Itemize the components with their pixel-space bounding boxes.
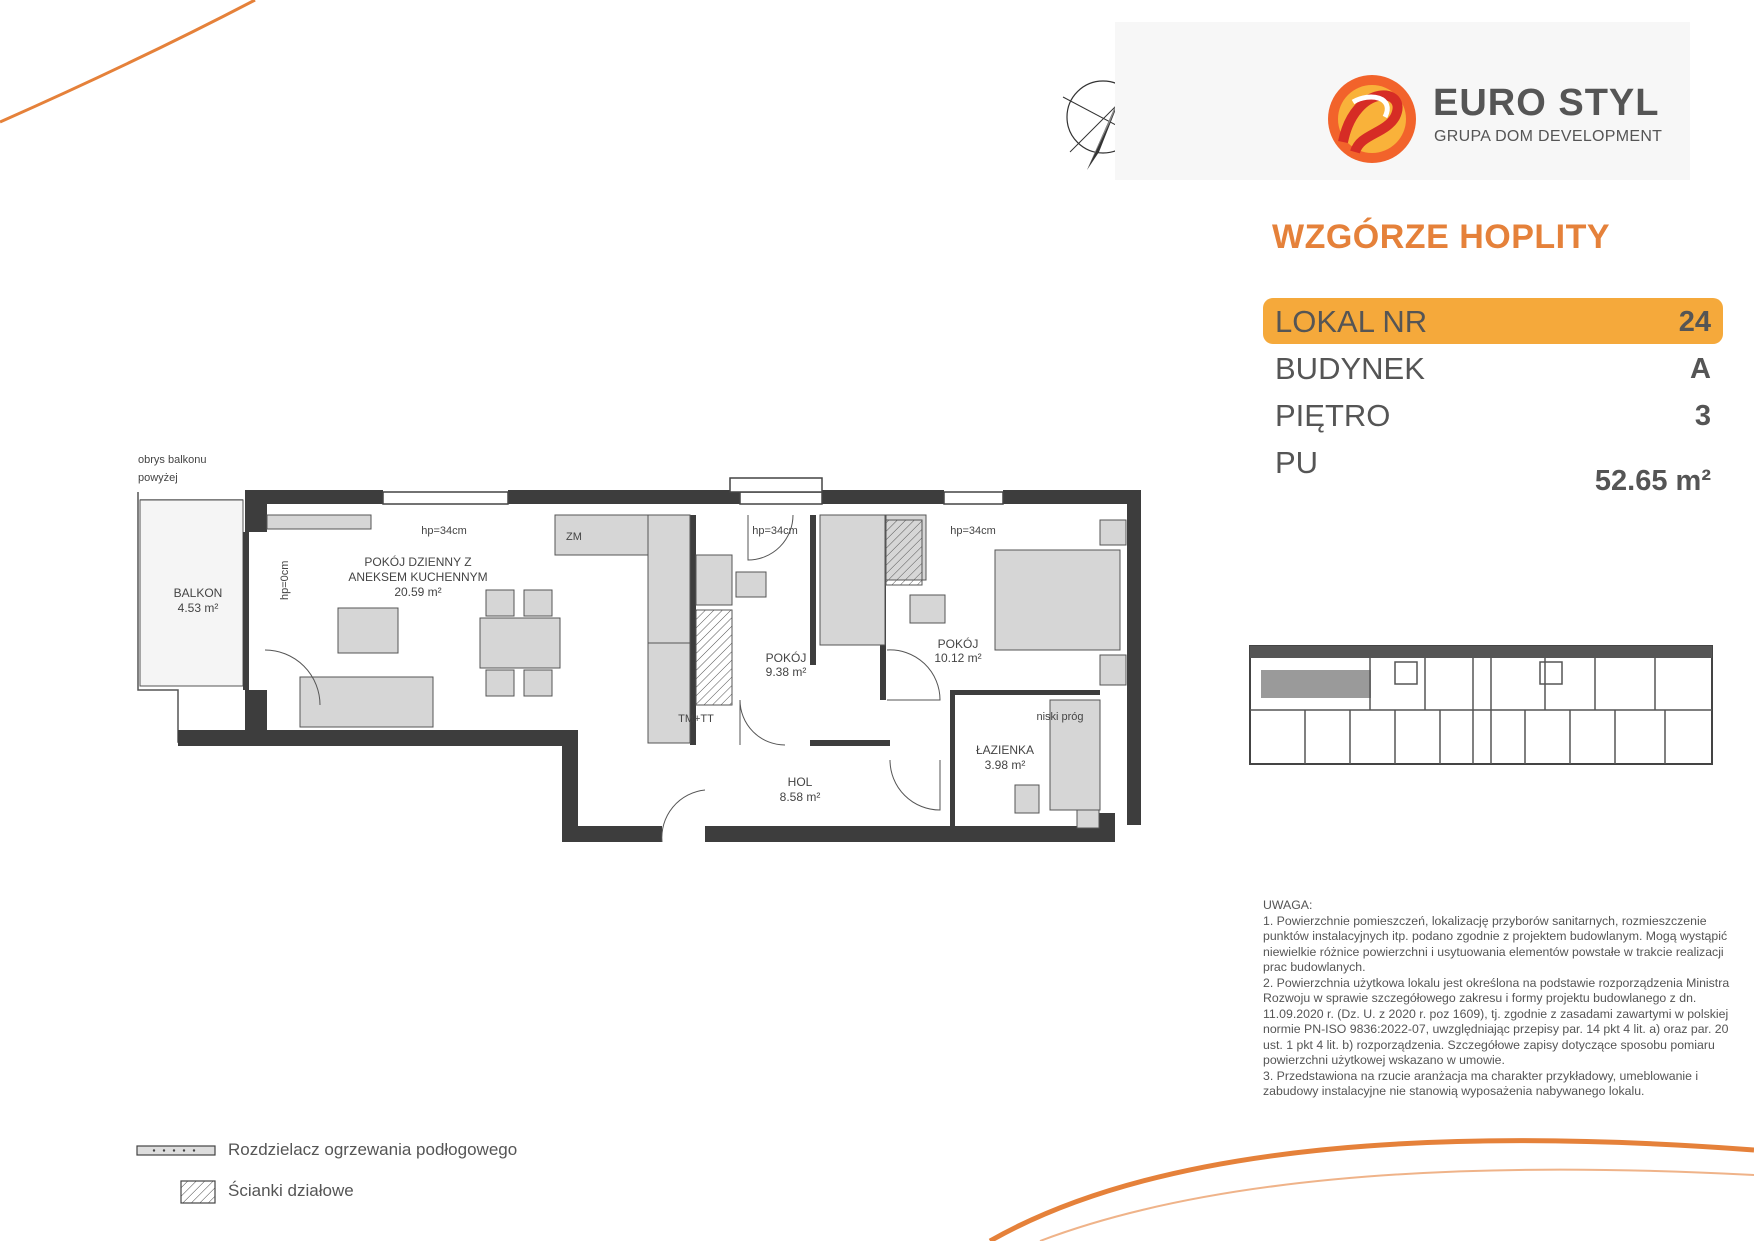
pu-label: PU: [1275, 445, 1319, 480]
tm-label: TM+TT: [678, 713, 714, 725]
budynek-value: A: [1690, 353, 1711, 385]
walls-legend-label: Ścianki działowe: [228, 1181, 354, 1200]
room2-area: 10.12 m²: [934, 651, 982, 665]
balkon-area: 4.53 m²: [177, 601, 219, 615]
low-threshold-label: niski próg: [1036, 711, 1084, 723]
lokal-value: 24: [1678, 306, 1711, 338]
heating-legend-label: Rozdzielacz ogrzewania podłogowego: [228, 1140, 518, 1159]
balcony-note-2: powyżej: [138, 472, 178, 484]
notes-line: punktów instalacyjnych itp. podano zgodnie z projektem budowlanym. Mogą wystąpić: [1263, 929, 1728, 943]
building-key-plan: [1245, 640, 1720, 775]
room1-name: POKÓJ: [765, 651, 807, 665]
pietro-label: PIĘTRO: [1275, 398, 1391, 433]
balkon-name: BALKON: [173, 586, 223, 600]
hall-area: 8.58 m²: [779, 790, 821, 804]
decorative-curve-bottom: [800, 1120, 1754, 1241]
notes-line: 1. Powierzchnie pomieszczeń, lokalizację przyborów sanitarnych, rozmieszczenie: [1263, 913, 1707, 928]
euro-styl-logo-icon: [1325, 72, 1420, 167]
project-title: WZGÓRZE HOPLITY: [1272, 218, 1611, 256]
info-row-lokal: [1263, 298, 1723, 344]
hp-label-3: hp=34cm: [950, 525, 996, 537]
notes-line: 11.09.2020 r. (Dz. U. z 2020 r. poz 1609), tj. zgodnie z zasadami zawartymi w polskiej: [1263, 1006, 1729, 1021]
notes-line: ust. 1 pkt 4 lit. b) rozporządzenia. Szczegółowe zapisy dotyczące sposobu pomiaru: [1263, 1037, 1715, 1052]
notes-line: powierzchni użytkowej wskazano w umowie.: [1263, 1053, 1505, 1067]
notes-line: normie PN-ISO 9836:2022-07, uwzględniając przepisy par. 14 pkt 4 lit. a) oraz par. 20: [1263, 1022, 1729, 1036]
hp-label-0: hp=0cm: [279, 560, 291, 600]
room2-name: POKÓJ: [937, 637, 979, 651]
room1-area: 9.38 m²: [765, 665, 807, 679]
notes-line: prac budowlanych.: [1263, 960, 1366, 974]
notes-line: 2. Powierzchnia użytkowa lokalu jest określona na podstawie rozporządzenia Ministra: [1263, 975, 1730, 990]
lokal-label: LOKAL NR: [1275, 304, 1428, 339]
highlighted-unit: [1261, 670, 1371, 698]
pu-value: 52.65 m²: [1594, 465, 1711, 497]
living-name-2: ANEKSEM KUCHENNYM: [348, 570, 488, 584]
living-name-1: POKÓJ DZIENNY Z: [364, 555, 472, 569]
info-row-pietro: [1263, 392, 1723, 438]
heating-distributor-legend-icon: [136, 1144, 216, 1158]
brand-name: EURO STYL: [1433, 82, 1660, 124]
hp-label-1: hp=34cm: [421, 525, 467, 537]
decorative-curve-top: [0, 0, 300, 140]
budynek-label: BUDYNEK: [1275, 351, 1425, 386]
hp-label-2: hp=34cm: [752, 525, 798, 537]
hall-name: HOL: [787, 775, 813, 789]
floor-plan: [130, 440, 1150, 850]
living-area: 20.59 m²: [394, 585, 442, 599]
notes-heading: UWAGA:: [1263, 898, 1313, 912]
notes-line: Rozwoju w sprawie szczegółowego zakresu i formy projektu budowlanego z dn.: [1263, 991, 1697, 1005]
info-row-pu: [1263, 439, 1723, 499]
zm-label: ZM: [566, 531, 582, 543]
info-row-budynek: [1263, 345, 1723, 391]
brand-subtitle: GRUPA DOM DEVELOPMENT: [1434, 128, 1663, 145]
pietro-value: 3: [1694, 400, 1711, 432]
bath-name: ŁAZIENKA: [975, 743, 1035, 757]
notes-line: niewielkie różnice powierzchni i usytuowania elementów powstałe w trakcie realizacji: [1263, 944, 1724, 959]
notes-line: 3. Przedstawiona na rzucie aranżacja ma charakter przykładowy, umeblowanie i: [1263, 1068, 1699, 1083]
bath-area: 3.98 m²: [984, 758, 1026, 772]
notes-line: zabudowy instalacyjne nie stanowią wyposażenia nabywanego lokalu.: [1263, 1084, 1645, 1098]
partition-wall-legend-icon: [180, 1180, 216, 1204]
balcony-note-1: obrys balkonu: [138, 454, 207, 466]
notes-block: [1263, 898, 1738, 1100]
